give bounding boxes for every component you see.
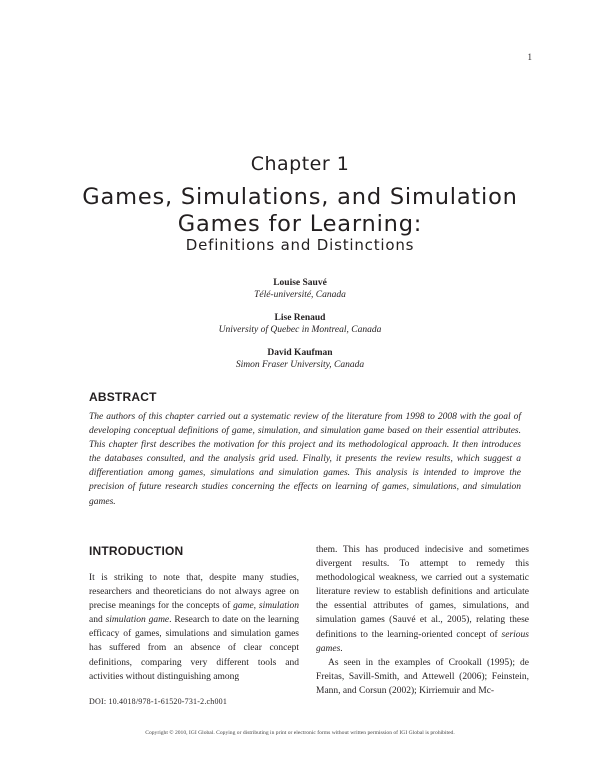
author-block	[0, 277, 600, 301]
author-block	[0, 312, 600, 336]
term-game: game	[233, 601, 254, 612]
term-simulation-game: simulation game	[105, 615, 170, 626]
abstract-text: The authors of this chapter carried out a systematic review of the literature from 1998 to 2008 with the goal of developing conceptual definitions of game, simulation, and simulation game based on their essential attributes. This chapter first describes the motivation for this project and its methodological approach. It then introduces the databases consulted, and the analysis grid used. Finally, it presents the review results, which suggest a differentiation among games, simulations and simulation games. This analysis is intended to improve the precision of future research studies concerning the effects on learning of games, simulations, and simulation games.	[89, 412, 521, 507]
body-text: It is striking to note that, despite many studies, researchers and theoreticians do not always agree on precise meanings for the concepts of	[89, 573, 299, 612]
chapter-label: Chapter 1	[250, 153, 350, 175]
chapter-subtitle: Definitions and Distinctions	[185, 236, 415, 254]
author-affiliation: University of Quebec in Montreal, Canada	[218, 325, 382, 335]
copyright-notice: Copyright © 2010, IGI Global. Copying or distributing in print or electronic forms without written permission of IGI Global is prohibited.	[145, 730, 455, 736]
paragraph: As seen in the examples of Crookall (1995); de Freitas, Savill-Smith, and Attewell (2006); Feinstein, Mann, and Corsun (2002); Kirriemuir and Mc-	[316, 657, 529, 696]
introduction-left-column	[89, 571, 299, 684]
author-name: David Kaufman	[267, 348, 333, 358]
introduction-right-column	[316, 543, 529, 698]
doi: DOI: 10.4018/978-1-61520-731-2.ch001	[89, 697, 228, 706]
body-text: them. This has produced indecisive and sometimes divergent results. To attempt to remedy this methodological weakness, we carried out a systematic literature review to establish definitions and articulate the essential attributes of games, simulations, and simulation games (Sauvé et al., 2005), relating these definitions to the learning-oriented concept of	[316, 545, 529, 640]
body-text: and	[89, 615, 106, 626]
page-number: 1	[527, 52, 532, 62]
author-affiliation: Simon Fraser University, Canada	[235, 360, 365, 370]
author-affiliation: Télé-université, Canada	[254, 290, 346, 300]
body-text: . Research to date on the learning efficacy of games, simulations and simulation games has suffered from an absence of clear concept definitions, comparing very different tools and activities without distinguishing among	[89, 615, 299, 682]
term-simulation: simulation	[258, 601, 299, 612]
body-text: .	[340, 643, 343, 654]
chapter-title: Games, Simulations, and Simulation Games for Learning:	[82, 184, 518, 237]
term-serious-games: serious games	[316, 629, 529, 654]
author-block	[0, 347, 600, 371]
body-text: ,	[253, 601, 259, 612]
author-name: Lise Renaud	[274, 313, 326, 323]
author-name: Louise Sauvé	[273, 278, 327, 288]
introduction-heading: INTRODUCTION	[89, 544, 184, 558]
abstract-heading: ABSTRACT	[89, 390, 157, 404]
paragraph	[316, 543, 529, 656]
